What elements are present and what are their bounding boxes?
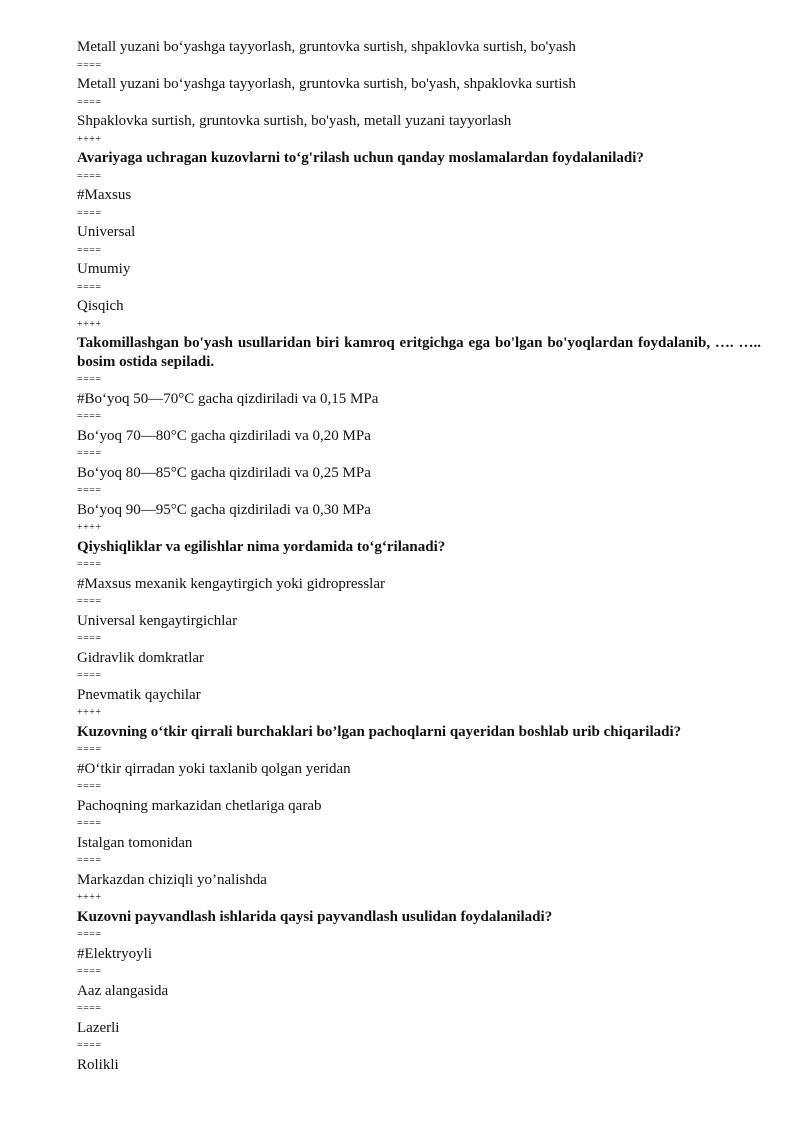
option-separator: ==== [77, 670, 102, 681]
answer-option: Lazerli [77, 1019, 120, 1036]
answer-option: #O‘tkir qirradan yoki taxlanib qolgan yeridan [77, 760, 351, 777]
answer-option: Universal [77, 224, 136, 240]
question-separator: ++++ [77, 522, 102, 533]
option-separator: ==== [77, 485, 102, 496]
answer-option: #Bo‘yoq 50—70°C gacha qizdiriladi va 0,15 MPa [77, 390, 379, 407]
question-text: Avariyaga uchragan kuzovlarni to‘g'rilash uchun qanday moslamalardan foydalaniladi? [77, 150, 644, 166]
answer-option: Qisqich [77, 298, 124, 314]
question-text: Qiyshiqliklar va egilishlar nima yordamida to‘g‘rilanadi? [77, 538, 446, 555]
option-separator: ==== [77, 929, 102, 940]
question-text: Kuzovning o‘tkir qirrali burchaklari bo’lgan pachoqlarni qayeridan boshlab urib chiqariladi? [77, 723, 682, 740]
answer-option: Metall yuzani bo‘yashga tayyorlash, gruntovka surtish, bo'yash, shpaklovka surtish [77, 76, 576, 92]
document-page [77, 38, 761, 1074]
option-separator: ==== [77, 281, 102, 293]
answer-option: Universal kengaytirgichlar [77, 612, 238, 629]
option-separator: ==== [77, 781, 102, 792]
answer-option: Pnevmatik qaychilar [77, 686, 201, 703]
answer-option: #Maxsus [77, 187, 132, 203]
option-separator: ==== [77, 1003, 102, 1014]
answer-option: Gidravlik domkratlar [77, 649, 205, 666]
option-separator: ==== [77, 1040, 102, 1051]
option-separator: ==== [77, 855, 102, 866]
question-separator: ++++ [77, 318, 102, 330]
option-separator: ==== [77, 207, 102, 219]
option-separator: ==== [77, 59, 102, 71]
option-separator: ==== [77, 96, 102, 108]
option-separator: ==== [77, 818, 102, 829]
question-separator: ++++ [77, 707, 102, 718]
answer-option: Metall yuzani bo‘yashga tayyorlash, gruntovka surtish, shpaklovka surtish, bo'yash [77, 39, 576, 55]
option-separator: ==== [77, 966, 102, 977]
option-separator: ==== [77, 244, 102, 256]
answer-option: Rolikli [77, 1056, 119, 1073]
option-separator: ==== [77, 596, 102, 607]
option-separator: ==== [77, 411, 102, 422]
answer-option: Bo‘yoq 80—85°C gacha qizdiriladi va 0,25 MPa [77, 464, 371, 481]
question-separator: ++++ [77, 892, 102, 903]
question-text: Takomillashgan bo'yash usullaridan biri kamroq eritgichga ega bo'lgan bo'yoqlardan foydalanib, …. ….. bosim ostida sepiladi. [77, 335, 761, 370]
answer-option: Bo‘yoq 70—80°C gacha qizdiriladi va 0,20 MPa [77, 427, 371, 444]
answer-option: Markazdan chiziqli yo’nalishda [77, 871, 267, 888]
option-separator: ==== [77, 448, 102, 459]
option-separator: ==== [77, 559, 102, 570]
option-separator: ==== [77, 170, 102, 182]
answer-option: Aaz alangasida [77, 982, 169, 999]
answer-option: Istalgan tomonidan [77, 834, 193, 851]
answer-option: Shpaklovka surtish, gruntovka surtish, bo'yash, metall yuzani tayyorlash [77, 113, 512, 129]
answer-option: Pachoqning markazidan chetlariga qarab [77, 797, 322, 814]
answer-option: Umumiy [77, 261, 131, 277]
answer-option: Bo‘yoq 90—95°C gacha qizdiriladi va 0,30 MPa [77, 501, 371, 518]
answer-option: #Maxsus mexanik kengaytirgich yoki gidropresslar [77, 575, 385, 592]
option-separator: ==== [77, 633, 102, 644]
option-separator: ==== [77, 374, 102, 385]
answer-option: #Elektryoyli [77, 945, 152, 962]
option-separator: ==== [77, 744, 102, 755]
question-separator: ++++ [77, 133, 102, 145]
question-text: Kuzovni payvandlash ishlarida qaysi payvandlash usulidan foydalaniladi? [77, 908, 553, 925]
